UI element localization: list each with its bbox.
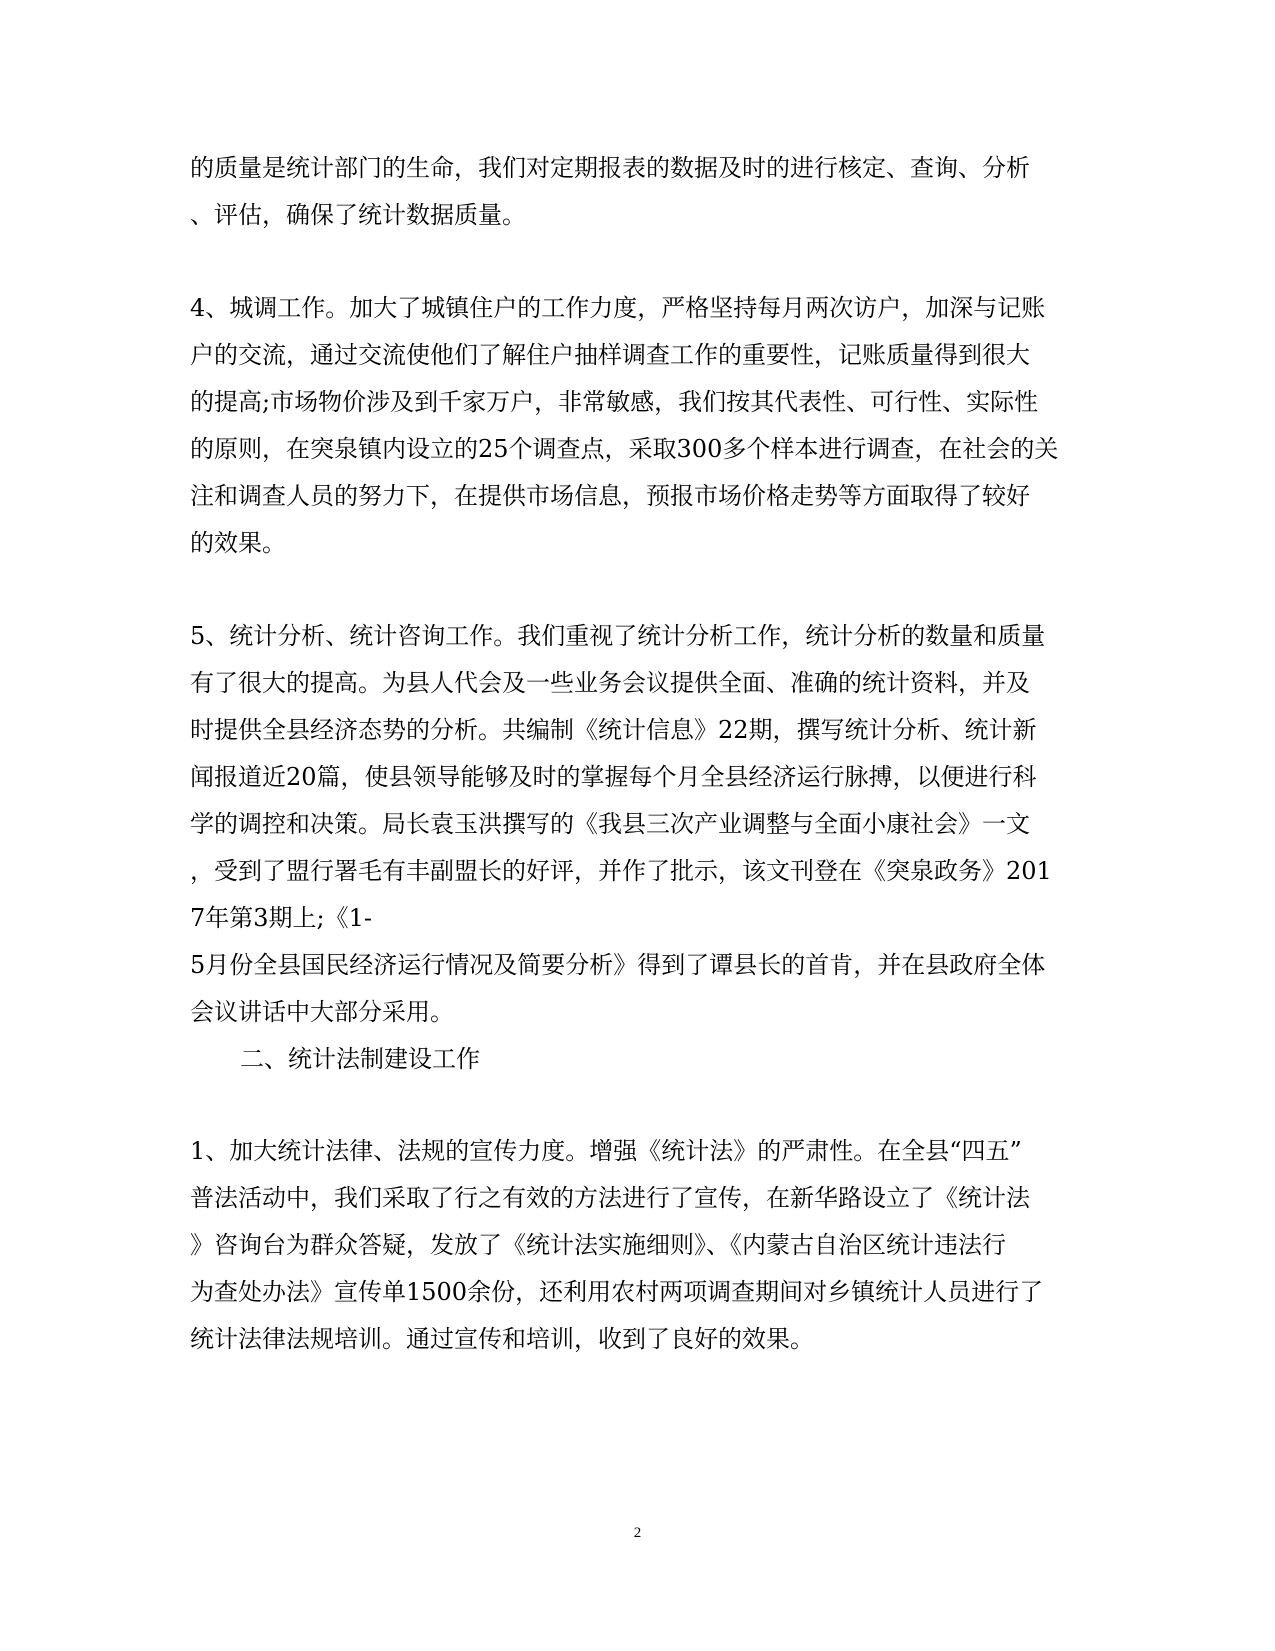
text-line: 户的交流，通过交流使他们了解住户抽样调查工作的重要性，记账质量得到很大 xyxy=(190,341,1030,369)
text-line: 7年第3期上;《1- xyxy=(190,904,373,932)
section-heading: 二、统计法制建设工作 xyxy=(240,1045,480,1073)
text-line: 1、加大统计法律、法规的宣传力度。增强《统计法》的严肃性。在全县“四五” xyxy=(190,1137,1022,1165)
page-number: 2 xyxy=(633,1525,642,1541)
text-line: 4、城调工作。加大了城镇住户的工作力度，严格坚持每月两次访户，加深与记账 xyxy=(190,294,1046,322)
text-line: 的质量是统计部门的生命，我们对定期报表的数据及时的进行核定、查询、分析 xyxy=(190,154,1030,182)
text-line: 、评估，确保了统计数据质量。 xyxy=(190,201,526,229)
text-line: ，受到了盟行署毛有丰副盟长的好评，并作了批示，该文刊登在《突泉政务》201 xyxy=(190,857,1052,885)
text-line: 时提供全县经济态势的分析。共编制《统计信息》22期，撰写统计分析、统计新 xyxy=(190,716,1037,744)
text-line: 的提高;市场物价涉及到千家万户，非常敏感，我们按其代表性、可行性、实际性 xyxy=(190,388,1039,416)
text-line: 闻报道近20篇，使县领导能够及时的掌握每个月全县经济运行脉搏，以便进行科 xyxy=(190,763,1037,791)
text-line: 注和调查人员的努力下，在提供市场信息，预报市场价格走势等方面取得了较好 xyxy=(190,482,1030,510)
text-line: 统计法律法规培训。通过宣传和培训，收到了良好的效果。 xyxy=(190,1325,814,1353)
text-line: 5、统计分析、统计咨询工作。我们重视了统计分析工作，统计分析的数量和质量 xyxy=(190,622,1046,650)
text-line: 学的调控和决策。局长袁玉洪撰写的《我县三次产业调整与全面小康社会》一文 xyxy=(190,810,1030,838)
text-line: 为查处办法》宣传单1500余份，还利用农村两项调查期间对乡镇统计人员进行了 xyxy=(190,1278,1044,1306)
text-line: 普法活动中，我们采取了行之有效的方法进行了宣传，在新华路设立了《统计法 xyxy=(190,1184,1030,1212)
text-line: 有了很大的提高。为县人代会及一些业务会议提供全面、准确的统计资料，并及 xyxy=(190,669,1030,697)
text-line: 会议讲话中大部分采用。 xyxy=(190,998,454,1026)
text-line: 》咨询台为群众答疑，发放了《统计法实施细则》、《内蒙古自治区统计违法行 xyxy=(190,1231,1006,1259)
text-line: 的原则，在突泉镇内设立的25个调查点，采取300多个样本进行调查，在社会的关 xyxy=(190,435,1059,463)
text-line: 的效果。 xyxy=(190,529,286,557)
text-line: 5月份全县国民经济运行情况及简要分析》得到了谭县长的首肯，并在县政府全体 xyxy=(190,951,1046,979)
